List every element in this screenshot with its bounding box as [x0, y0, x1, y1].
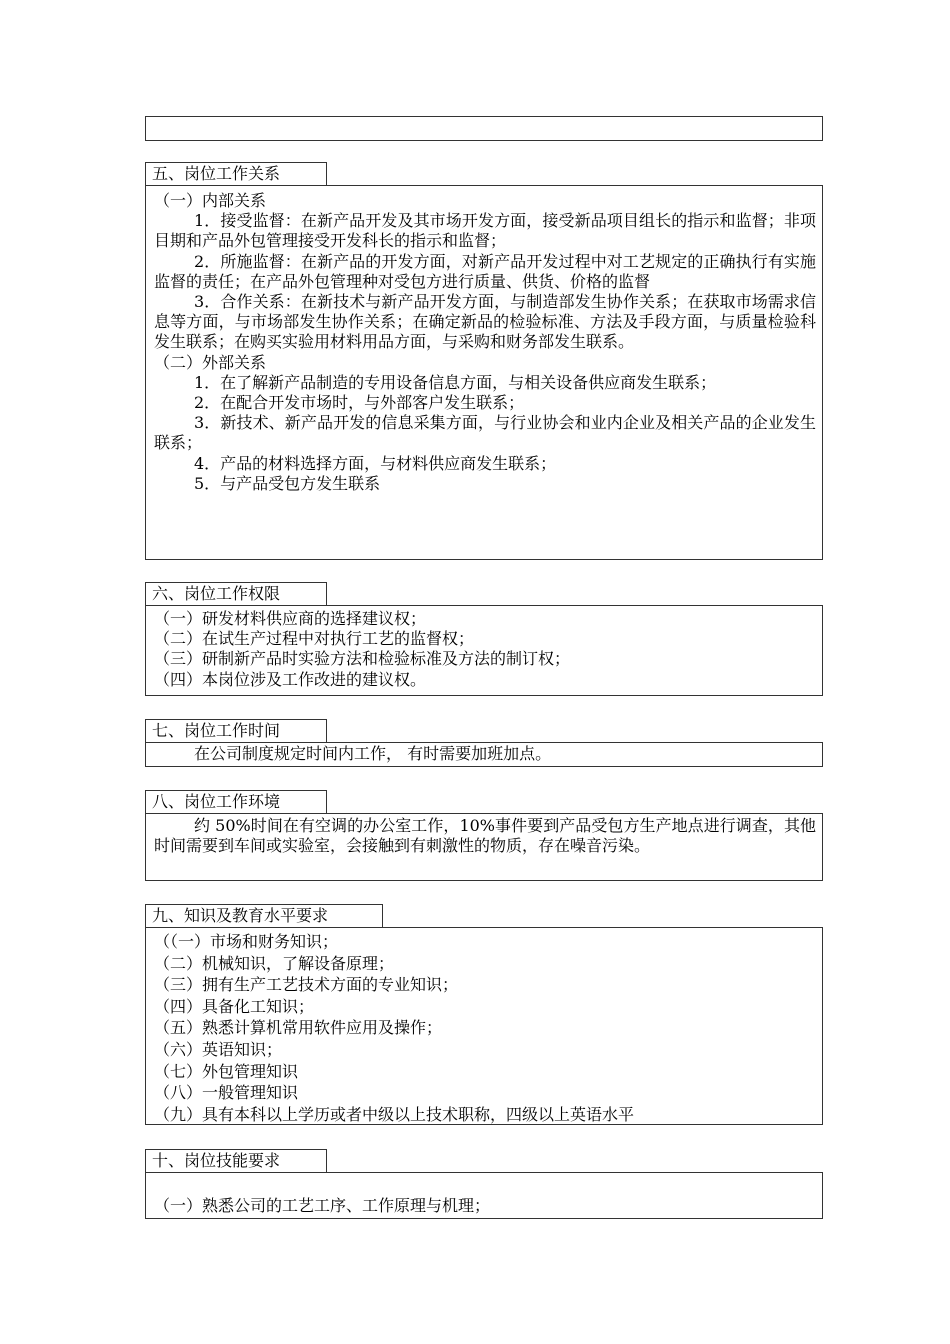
knowledge-item: （（一）市场和财务知识；	[154, 932, 339, 951]
external-relation-item: 1．在了解新产品制造的专用设备信息方面，与相关设备供应商发生联系；	[194, 372, 717, 392]
knowledge-item: （八）一般管理知识	[154, 1083, 299, 1103]
authority-item: （一）研发材料供应商的选择建议权；	[154, 609, 427, 628]
knowledge-item: （九）具有本科以上学历或者中级以上技术职称，四级以上英语水平	[154, 1104, 635, 1124]
internal-relation-item: 1．接受监督：在新产品开发及其市场开发方面，接受新品项目组长的指示和监督；非项目期和产品外包管理接受开发科长的指示和监督；	[154, 211, 816, 251]
section-title-working-hours: 七、岗位工作时间	[145, 719, 327, 743]
knowledge-item: （五）熟悉计算机常用软件应用及操作；	[154, 1018, 443, 1038]
external-relation-item: 4．产品的材料选择方面，与材料供应商发生联系；	[194, 453, 557, 473]
internal-relations-heading: （一）内部关系	[154, 191, 267, 210]
section-box-job-authority	[145, 605, 823, 696]
authority-item: （二）在试生产过程中对执行工艺的监督权；	[154, 629, 475, 649]
section-title-work-environment: 八、岗位工作环境	[145, 790, 327, 814]
knowledge-item: （四）具备化工知识；	[154, 996, 315, 1016]
section-box-job-relations	[145, 185, 823, 560]
skill-item: （一）熟悉公司的工艺工序、工作原理与机理；	[154, 1196, 491, 1215]
knowledge-item: （六）英语知识；	[154, 1039, 283, 1059]
section-title-job-authority: 六、岗位工作权限	[145, 582, 327, 606]
external-relation-item: 3．新技术、新产品开发的信息采集方面，与行业协会和业内企业及相关产品的企业发生联系；	[154, 413, 816, 453]
working-hours-text: 在公司制度规定时间内工作， 有时需要加班加点。	[194, 744, 552, 763]
section-box-job-skills	[145, 1172, 823, 1219]
authority-item: （四）本岗位涉及工作改进的建议权。	[154, 669, 427, 689]
section-box-working-hours	[145, 742, 823, 767]
top-empty-box	[145, 116, 823, 141]
internal-relation-item: 3．合作关系：在新技术与新产品开发方面，与制造部发生协作关系；在获取市场需求信息等方面，与市场部发生协作关系；在确定新品的检验标准、方法及手段方面，与质量检验科发生联系；在购买实验用材料用品方面，与采购和财务部发生联系。	[154, 292, 816, 352]
section-box-knowledge-education	[145, 927, 823, 1125]
knowledge-item: （三）拥有生产工艺技术方面的专业知识；	[154, 975, 459, 995]
knowledge-item: （七）外包管理知识	[154, 1061, 299, 1081]
internal-relation-item: 2．所施监督：在新产品的开发方面，对新产品开发过程中对工艺规定的正确执行有实施监督的责任；在产品外包管理种对受包方进行质量、供货、价格的监督	[154, 251, 816, 291]
work-environment-text: 约 50%时间在有空调的办公室工作，10%事件要到产品受包方生产地点进行调查，其他时间需要到车间或实验室，会接触到有刺激性的物质，存在噪音污染。	[154, 816, 816, 856]
section-title-knowledge-education: 九、知识及教育水平要求	[145, 904, 383, 928]
section-title-job-skills: 十、岗位技能要求	[145, 1149, 327, 1173]
knowledge-item: （二）机械知识，了解设备原理；	[154, 953, 395, 973]
external-relation-item: 2．在配合开发市场时，与外部客户发生联系；	[194, 393, 525, 413]
authority-item: （三）研制新产品时实验方法和检验标准及方法的制订权；	[154, 649, 571, 669]
section-box-work-environment	[145, 813, 823, 881]
external-relation-item: 5．与产品受包方发生联系	[194, 473, 381, 493]
section-title-job-relations: 五、岗位工作关系	[145, 162, 327, 186]
external-relations-heading: （二）外部关系	[154, 352, 267, 372]
